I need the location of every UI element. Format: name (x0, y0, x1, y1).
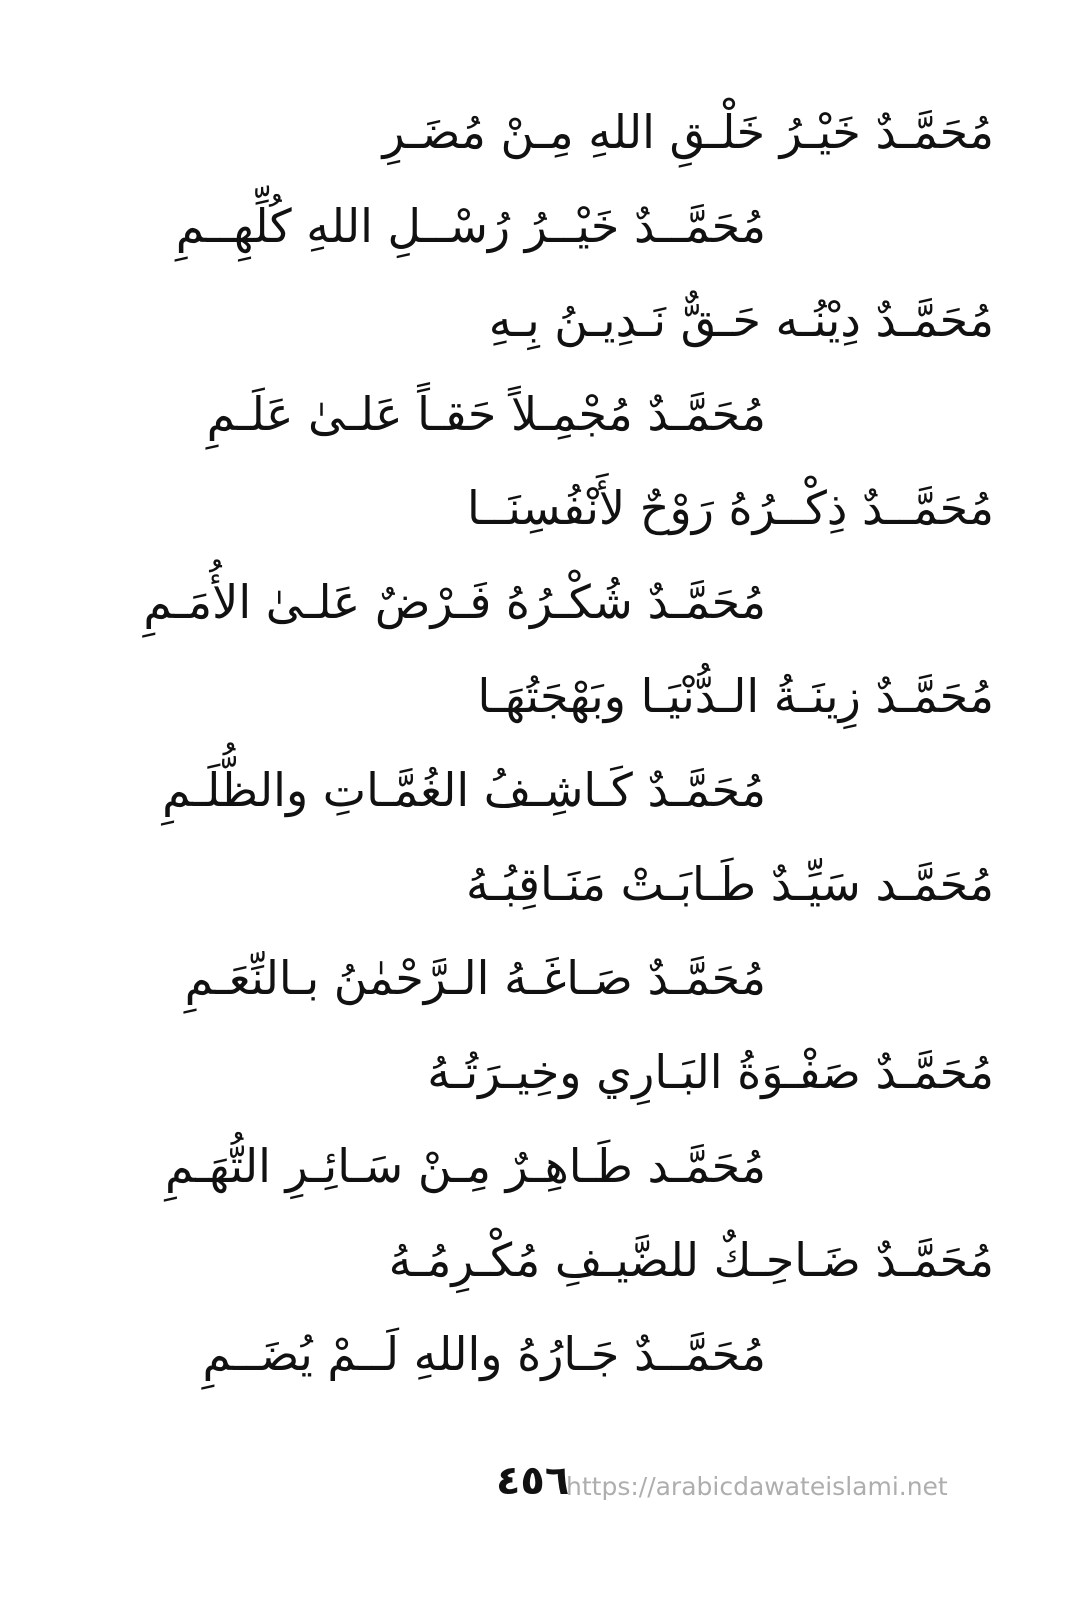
verse-text: مُحَمَّـدٌ زِينَـةُ الـدُّنْيَـا وبَهْجَتُهَـا (477, 669, 994, 723)
verse-line (0, 1314, 1080, 1394)
verse-line (0, 374, 1080, 454)
verse-line (0, 656, 1080, 736)
verse-text: مُحَمَّـدٌ مُجْمِـلاً حَقـاً عَلـىٰ عَلَـمِ (206, 387, 766, 441)
site-watermark: https://arabicdawateislami.net (566, 1472, 948, 1501)
verse-line (0, 844, 1080, 924)
verse-line (0, 938, 1080, 1018)
verse-text: مُحَمَّــدٌ ذِكْــرُهُ رَوْحٌ لأَنْفُسِنَــا (466, 481, 994, 535)
verse-line (0, 1032, 1080, 1112)
verse-text: مُحَمَّـدٌ صَفْـوَةُ البَـارِي وخِيـرَتُـهُ (427, 1045, 994, 1099)
verse-text: مُحَمَّـدٌ شُكْـرُهُ فَـرْضٌ عَلـىٰ الأُمَـمِ (143, 575, 766, 629)
poem-body (0, 92, 1080, 1402)
verse-text: مُحَمَّـدٌ خَيْـرُ خَلْـقِ اللهِ مِـنْ مُضَـرِ (382, 105, 994, 159)
verse-text: مُحَمَّـدٌ ضَـاحِـكٌ للضَّيـفِ مُكْـرِمُـهُ (388, 1233, 994, 1287)
verse-text: مُحَمَّــدٌ جَـارُهُ واللهِ لَــمْ يُضَــمِ (202, 1327, 766, 1381)
verse-line (0, 186, 1080, 266)
verse-text: مُحَمَّــدٌ خَيْــرُ رُسْــلِ اللهِ كُلِّهِــمِ (175, 199, 766, 253)
verse-line (0, 468, 1080, 548)
verse-line (0, 1126, 1080, 1206)
verse-text: مُحَمَّـدٌ دِيْنُـه حَـقٌّ نَـدِيـنُ بِـهِ (488, 293, 994, 347)
verse-line (0, 92, 1080, 172)
verse-line (0, 750, 1080, 830)
page-number: ٤٥٦ (496, 1458, 570, 1504)
verse-text: مُحَمَّـد سَيِّـدٌ طَـابَـتْ مَنَـاقِبُـهُ (465, 857, 994, 911)
verse-text: مُحَمَّـدٌ صَـاغَـهُ الـرَّحْمٰنُ بـالنِّعَـمِ (184, 951, 766, 1005)
verse-text: مُحَمَّـدٌ كَـاشِـفُ الغُمَّـاتِ والظُّلَـمِ (162, 763, 766, 817)
verse-line (0, 280, 1080, 360)
verse-text: مُحَمَّـد طَـاهِـرٌ مِـنْ سَـائِـرِ التُّهَـمِ (164, 1139, 766, 1193)
verse-line (0, 1220, 1080, 1300)
verse-line (0, 562, 1080, 642)
